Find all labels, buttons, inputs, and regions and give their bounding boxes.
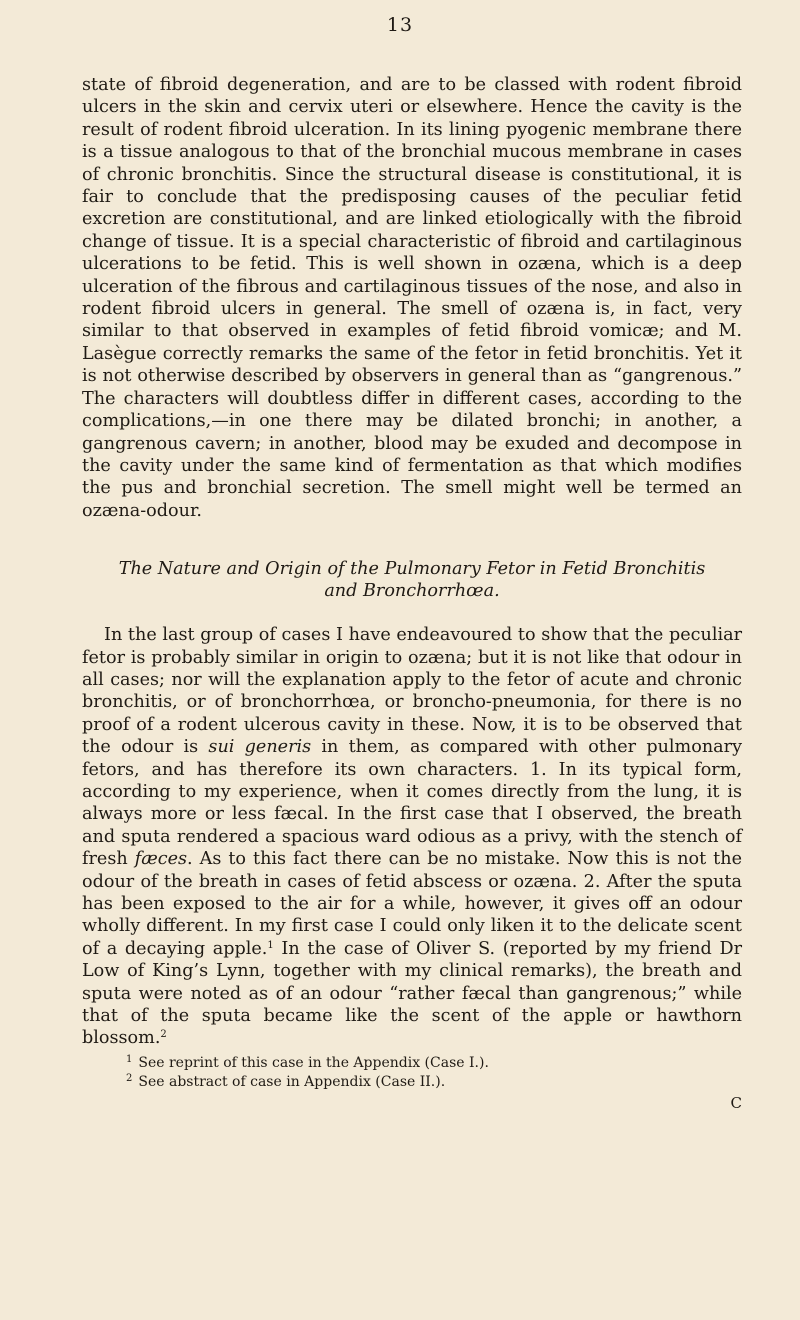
paragraph-2-part-3: . As to this fact there can be no mistake. Now this is not the odour of the breath in cases of fetid abscess or ozæna. 2. After the sputa has been exposed to the air for a while, however, it gives off an odour wholly different. In my first case I could only liken it to the delicate scent of a decaying apple.	[82, 849, 742, 959]
footnote-marker: 2	[126, 1072, 133, 1084]
signature-mark: C	[730, 1093, 742, 1112]
paragraph-2-part-4: In the case of Oliver S. (reported by my friend Dr Low of King’s Lynn, together with my clinical remarks), the breath and sputa were noted as of an odour “rather fæcal than gangrenous;” while that of the sputa became like the scent of the apple or hawthorn blossom.	[82, 938, 742, 1049]
section-heading-line-1: The Nature and Origin of the Pulmonary Fetor in Fetid Bronchitis	[118, 559, 706, 580]
paragraph-2-part-1: In the last group of cases I have endeavoured to show that the peculiar fetor is probably similar in origin to ozæna; but it is not like that odour in all cases; nor will the explanation apply to the fetor of acute and chronic bronchitis, or of bronchorrhœa, or broncho-pneumonia, for there is no proof of a rodent ulcerous cavity in these. Now, it is to be observed that the odour is	[82, 625, 742, 758]
paragraph-2-part-2: in them, as compared with other pulmonary fetors, and has therefore its own characters. 1. In its typical form, according to my experience, when it comes directly from the lung, it is always more or less fæcal. In the first case that I observed, the breath and sputa rendered a spacious ward odious as a privy, with the stench of fresh	[82, 737, 743, 870]
page-number: 13	[386, 14, 414, 36]
body-text	[82, 74, 742, 1114]
footnote-ref-2[interactable]: 2	[160, 1029, 167, 1041]
section-heading-line-2: and Bronchorrhœa.	[324, 581, 500, 602]
footnote-1	[82, 1054, 742, 1073]
footnote-text: See abstract of case in Appendix (Case II.).	[138, 1073, 446, 1090]
footnote-ref-1[interactable]: 1	[267, 939, 274, 951]
italic-sui-generis: sui generis	[208, 737, 312, 758]
footnote-marker: 1	[126, 1053, 133, 1065]
footnotes	[82, 1054, 742, 1092]
paragraph-1: state of fibroid degeneration, and are to be classed with rodent fibroid ulcers in the skin and cervix uteri or elsewhere. Hence the cavity is the result of rodent fibroid ulceration. In its lining pyogenic membrane there is a tissue analogous to that of the bronchial mucous membrane in cases of chronic bronchitis. Since the structural disease is constitutional, it is fair to conclude that the predisposing causes of the peculiar fetid excretion are constitutional, and are linked etiologically with the fibroid change of tissue. It is a special characteristic of fibroid and cartilaginous ulcerations to be fetid. This is well shown in ozæna, which is a deep ulceration of the fibrous and cartilaginous tissues of the nose, and also in rodent fibroid ulcers in general. The smell of ozæna is, in fact, very similar to that observed in examples of fetid fibroid vomicæ; and M. Lasègue correctly remarks the same of the fetor in fetid bronchitis. Yet it is not otherwise described by observers in general than as “gangrenous.” The characters will doubtless differ in different cases, according to the complications,—in one there may be dilated bronchi; in another, a gangrenous cavern; in another, blood may be exuded and decompose in the cavity under the same kind of fermentation as that which modifies the pus and bronchial secretion. The smell might well be termed an ozæna-odour.	[82, 75, 742, 521]
footnote-text: See reprint of this case in the Appendix (Case I.).	[138, 1054, 489, 1071]
section-heading	[82, 558, 742, 602]
paragraph-2	[82, 624, 742, 1050]
italic-faeces: fæces	[134, 849, 188, 870]
footnote-2	[82, 1073, 742, 1092]
